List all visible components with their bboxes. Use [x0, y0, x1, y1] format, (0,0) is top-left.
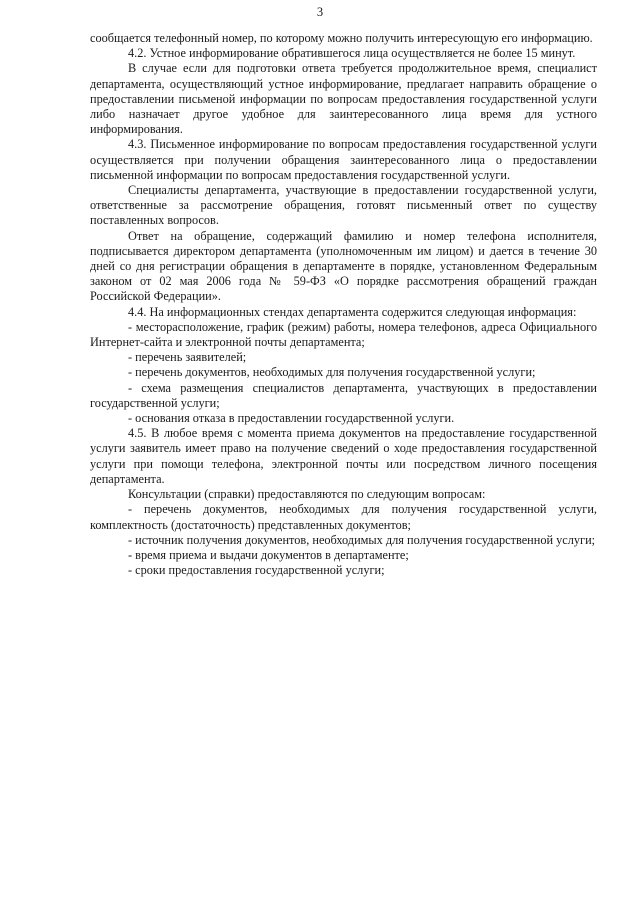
paragraph-4-3: 4.3. Письменное информирование по вопросам предоставления государственной услуги осуществляется при получении обращения заинтересованного лица о предоставлении письменной информации по вопросам предоставления государственной услуги. — [90, 137, 597, 182]
list-item: - сроки предоставления государственной услуги; — [128, 563, 385, 578]
paragraph-continuation: сообщается телефонный номер, по которому можно получить интересующую его информацию. — [90, 31, 593, 45]
list-item: - основания отказа в предоставлении государственной услуги. — [128, 411, 455, 426]
list-item: - источник получения документов, необходимых для получения государственной услуги; — [128, 532, 596, 547]
list-item: - месторасположение, график (режим) работы, номера телефонов, адреса Официального Интернет-сайта и электронной почты департамента; — [90, 319, 597, 350]
paragraph-4-5: 4.5. В любое время с момента приема документов на предоставление государственной услуги заявитель имеет право на получение сведений о ходе предоставления государственной услуги при помощи телефона, электронной почты или посредством личного посещения департамента. — [90, 426, 597, 486]
list-item: - схема размещения специалистов департамента, участвующих в предоставлении государственной услуги; — [90, 380, 597, 410]
paragraph: Ответ на обращение, содержащий фамилию и номер телефона исполнителя, подписывается директором департамента (уполномоченным им лицом) и дается в течение 30 дней со дня регистрации обращения в департаменте в порядке, установленном Федеральным законом от 02 мая 2006 года № 59-ФЗ «О порядке рассмотрения обращений граждан Российской Федерации». — [90, 228, 597, 304]
list-item: - время приема и выдачи документов в департаменте; — [128, 547, 409, 562]
list-item: - перечень заявителей; — [128, 350, 247, 365]
list-item: - перечень документов, необходимых для получения государственной услуги; — [128, 365, 536, 380]
document-body — [90, 31, 597, 578]
paragraph: Специалисты департамента, участвующие в предоставлении государственной услуги, ответственные за рассмотрение обращения, готовят письменный ответ по существу поставленных вопросов. — [90, 183, 597, 228]
list-item: - перечень документов, необходимых для получения государственной услуги, комплектность (достаточность) представленных документов; — [90, 502, 597, 532]
paragraph: Консультации (справки) предоставляются по следующим вопросам: — [128, 487, 486, 502]
page-number: 3 — [316, 5, 324, 19]
paragraph-4-2: 4.2. Устное информирование обратившегося лица осуществляется не более 15 минут. — [128, 46, 576, 61]
paragraph-4-4: 4.4. На информационных стендах департамента содержится следующая информация: — [128, 304, 577, 319]
paragraph: В случае если для подготовки ответа требуется продолжительное время, специалист департамента, осуществляющий устное информирование, предлагает направить обращение о предоставлении письменой информации по вопросам предоставления государственной услуги либо назначает другое удобное для заинтересованного лица время для устного информирования. — [90, 61, 597, 137]
